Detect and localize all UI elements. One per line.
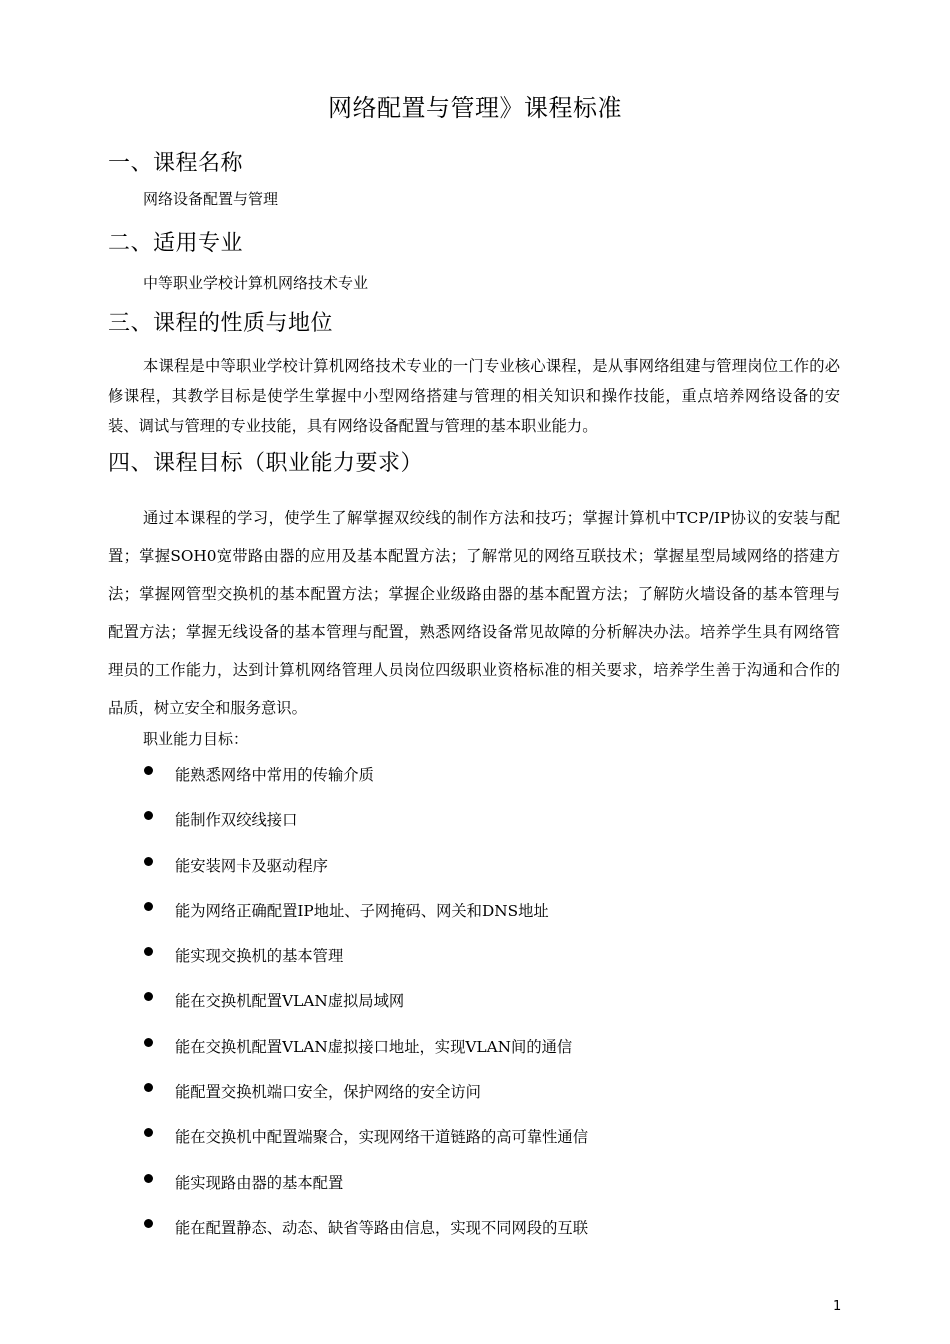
list-item [0,1122,950,1167]
list-item [0,1213,950,1258]
list-item-text: 能安装网卡及驱动程序 [175,856,328,875]
bullet-icon [144,811,153,820]
career-goals-list [0,760,950,1258]
list-item-text: 能为网络正确配置IP地址、子网掩码、网关和DNS地址 [175,901,549,920]
list-item [0,1168,950,1213]
list-item [0,760,950,805]
section-2-heading: 二、适用专业 [108,231,244,256]
list-item-text: 能实现路由器的基本配置 [175,1173,344,1192]
list-item-text: 能在交换机配置VLAN虚拟局域网 [175,992,405,1011]
bullet-icon [144,1128,153,1137]
list-item-text: 能在配置静态、动态、缺省等路由信息，实现不同网段的互联 [175,1218,589,1237]
list-item [0,851,950,896]
section-1-body: 网络设备配置与管理 [143,190,279,208]
page-number: 1 [833,1299,842,1314]
list-item [0,941,950,986]
bullet-icon [144,1083,153,1092]
list-item [0,1032,950,1077]
bullet-icon [144,1174,153,1183]
bullet-icon [144,1219,153,1228]
list-item [0,805,950,850]
list-item [0,896,950,941]
list-item-text: 能熟悉网络中常用的传输介质 [175,766,374,784]
career-goals-subheading: 职业能力目标： [143,730,249,748]
bullet-icon [144,902,153,911]
list-item [0,986,950,1031]
list-item [0,1077,950,1122]
section-1-heading: 一、课程名称 [108,151,244,176]
bullet-icon [144,947,153,956]
section-4-body: 通过本课程的学习，使学生了解掌握双绞线的制作方法和技巧；掌握计算机中TCP/IP协议的安装与配置；掌握SOH0宽带路由器的应用及基本配置方法；了解常见的网络互联技术；掌握星型局域网络的搭建方法；掌握网管型交换机的基本配置方法；掌握企业级路由器的基本配置方法；了解防火墙设备的基本管理与配置方法；掌握无线设备的基本管理与配置，熟悉网络设备常见故障的分析解决办法。培养学生具有网络管理员的工作能力，达到计算机网络管理人员岗位四级职业资格标准的相关要求，培养学生善于沟通和合作的品质，树立安全和服务意识。 [108,509,840,717]
list-item-text: 能实现交换机的基本管理 [175,947,344,966]
bullet-icon [144,992,153,1001]
bullet-icon [144,1038,153,1047]
list-item-text: 能在交换机配置VLAN虚拟接口地址，实现VLAN间的通信 [175,1037,573,1056]
list-item-text: 能制作双绞线接口 [175,811,298,830]
section-2-body: 中等职业学校计算机网络技术专业 [143,274,369,292]
section-3-body: 本课程是中等职业学校计算机网络技术专业的一门专业核心课程，是从事网络组建与管理岗位工作的必修课程，其教学目标是使学生掌握中小型网络搭建与管理的相关知识和操作技能，重点培养网络设备的安装、调试与管理的专业技能，具有网络设备配置与管理的基本职业能力。 [108,357,840,435]
section-3-heading: 三、课程的性质与地位 [108,311,334,336]
bullet-icon [144,857,153,866]
section-4-heading: 四、课程目标（职业能力要求） [108,451,424,476]
bullet-icon [144,766,153,775]
list-item-text: 能在交换机中配置端聚合，实现网络干道链路的高可靠性通信 [175,1128,589,1147]
list-item-text: 能配置交换机端口安全，保护网络的安全访问 [175,1083,481,1102]
document-title: 网络配置与管理》课程标准 [328,94,622,122]
